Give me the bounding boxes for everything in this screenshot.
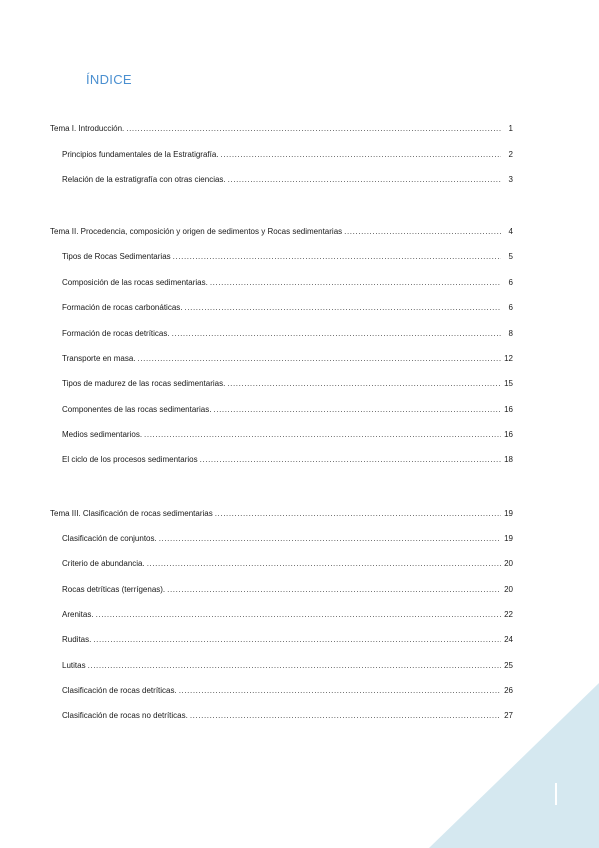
corner-mark <box>555 783 557 805</box>
toc-entry-page: 19 <box>504 509 513 518</box>
toc-entry-page: 6 <box>508 303 513 312</box>
toc-entry-page: 6 <box>508 278 513 287</box>
page-title: ÍNDICE <box>86 72 132 87</box>
toc-entry[interactable] <box>62 379 513 389</box>
toc-entry-title: Relación de la estratigrafía con otras ciencias. <box>62 175 226 184</box>
toc-entry-page: 26 <box>504 686 513 695</box>
toc-leader-dots <box>96 610 501 620</box>
toc-leader-dots <box>227 379 501 389</box>
toc-entry[interactable] <box>62 354 513 364</box>
toc-entry-title: Formación de rocas carbonáticas. <box>62 303 183 312</box>
toc-entry-title: Clasificación de rocas no detríticas. <box>62 711 188 720</box>
toc-entry-page: 20 <box>504 559 513 568</box>
toc-leader-dots <box>213 405 501 415</box>
toc-entry-title: Lutitas <box>62 661 86 670</box>
toc-leader-dots <box>344 227 501 237</box>
toc-entry-title: Clasificación de conjuntos. <box>62 534 157 543</box>
toc-leader-dots <box>185 303 502 313</box>
toc-entry-page: 2 <box>508 150 513 159</box>
toc-leader-dots <box>200 455 501 465</box>
toc-leader-dots <box>144 430 501 440</box>
toc-entry-page: 25 <box>504 661 513 670</box>
toc-entry-title: Medios sedimentarios. <box>62 430 143 439</box>
toc-leader-dots <box>147 559 501 569</box>
toc-entry[interactable] <box>62 329 513 339</box>
toc-entry[interactable] <box>62 661 513 671</box>
toc-entry-page: 18 <box>504 455 513 464</box>
toc-entry[interactable] <box>62 175 513 185</box>
toc-entry-page: 27 <box>504 711 513 720</box>
toc-entry-title: Rocas detríticas (terrígenas). <box>62 585 166 594</box>
toc-entry[interactable] <box>50 509 513 519</box>
toc-leader-dots <box>173 252 501 262</box>
corner-decoration <box>429 683 599 848</box>
toc-entry-page: 22 <box>504 610 513 619</box>
toc-entry-page: 1 <box>508 124 513 133</box>
toc-leader-dots <box>138 354 501 364</box>
toc-leader-dots <box>93 635 501 645</box>
toc-entry-title: Arenitas. <box>62 610 94 619</box>
toc-entry[interactable] <box>50 124 513 134</box>
toc-entry[interactable] <box>62 534 513 544</box>
toc-leader-dots <box>159 534 501 544</box>
toc-entry-title: Principios fundamentales de la Estratigrafía. <box>62 150 219 159</box>
toc-entry-title: Tipos de Rocas Sedimentarias <box>62 252 171 261</box>
toc-entry[interactable] <box>62 430 513 440</box>
toc-entry-title: Ruditas. <box>62 635 92 644</box>
toc-leader-dots <box>215 509 501 519</box>
toc-entry-page: 24 <box>504 635 513 644</box>
toc-entry-page: 5 <box>508 252 513 261</box>
toc-entry-page: 20 <box>504 585 513 594</box>
toc-entry[interactable] <box>62 252 513 262</box>
toc-entry[interactable] <box>62 303 513 313</box>
toc-entry-page: 4 <box>508 227 513 236</box>
toc-entry-page: 19 <box>504 534 513 543</box>
toc-leader-dots <box>88 661 501 671</box>
toc-leader-dots <box>228 175 501 185</box>
toc-entry[interactable] <box>62 585 513 595</box>
toc-entry[interactable] <box>62 455 513 465</box>
toc-leader-dots <box>126 124 501 134</box>
toc-entry[interactable] <box>62 635 513 645</box>
toc-entry[interactable] <box>50 227 513 237</box>
toc-entry-title: Formación de rocas detríticas. <box>62 329 170 338</box>
toc-entry-title: Clasificación de rocas detríticas. <box>62 686 177 695</box>
toc-entry-title: Composición de las rocas sedimentarias. <box>62 278 208 287</box>
toc-leader-dots <box>172 329 501 339</box>
toc-leader-dots <box>210 278 501 288</box>
toc-entry-page: 12 <box>504 354 513 363</box>
toc-entry[interactable] <box>62 610 513 620</box>
toc-entry-page: 3 <box>508 175 513 184</box>
toc-leader-dots <box>221 150 501 160</box>
toc-entry[interactable] <box>62 559 513 569</box>
toc-entry-page: 16 <box>504 430 513 439</box>
toc-entry-title: Transporte en masa. <box>62 354 136 363</box>
toc-entry-page: 16 <box>504 405 513 414</box>
toc-entry[interactable] <box>62 150 513 160</box>
toc-entry[interactable] <box>62 405 513 415</box>
toc-leader-dots <box>167 585 501 595</box>
toc-entry-title: Tipos de madurez de las rocas sedimentarias. <box>62 379 226 388</box>
toc-entry-title: El ciclo de los procesos sedimentarios <box>62 455 198 464</box>
toc-entry[interactable] <box>62 278 513 288</box>
toc-entry-page: 8 <box>508 329 513 338</box>
toc-entry-title: Tema II. Procedencia, composición y origen de sedimentos y Rocas sedimentarias <box>50 227 343 236</box>
toc-entry-title: Tema I. Introducción. <box>50 124 125 133</box>
toc-entry-title: Tema III. Clasificación de rocas sedimentarias <box>50 509 213 518</box>
toc-entry-title: Componentes de las rocas sedimentarias. <box>62 405 212 414</box>
toc-entry-page: 15 <box>504 379 513 388</box>
toc-entry-title: Criterio de abundancia. <box>62 559 145 568</box>
